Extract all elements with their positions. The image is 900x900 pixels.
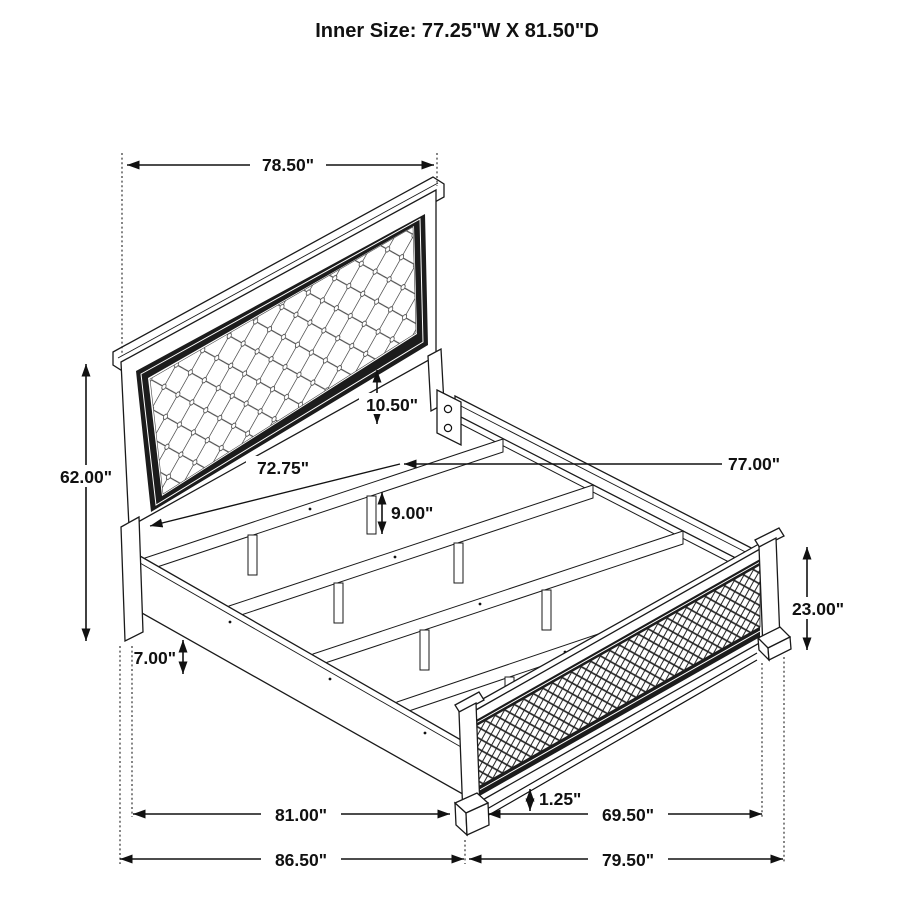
dim-footboard-base-lip [530, 789, 581, 811]
dim-side-rail-height-label: 10.50" [365, 395, 419, 415]
dim-footboard-overall-width [469, 848, 783, 871]
footboard-right-post [755, 528, 791, 660]
dim-footboard-height-label: 23.00" [791, 599, 845, 619]
dim-footboard-height [784, 547, 852, 650]
dim-footboard-overall-width-label: 79.50" [601, 850, 655, 870]
dim-headboard-width [127, 153, 434, 176]
dim-headboard-height [47, 364, 125, 641]
page-title: Inner Size: 77.25"W X 81.50"D [315, 20, 599, 42]
dim-footboard-inner-width [488, 803, 762, 826]
dim-rail-floor-clearance-label: 7.00" [133, 648, 176, 668]
dim-slat-leg-height [382, 492, 433, 534]
dim-headboard-panel-width-label: 72.75" [256, 458, 310, 478]
dim-inner-frame-length [133, 803, 450, 826]
dim-overall-length [120, 848, 464, 871]
dim-slat-leg-height-label: 9.00" [391, 503, 434, 523]
far-side-rail [455, 396, 763, 578]
headboard-left-leg [121, 517, 143, 641]
dim-headboard-width-label: 78.50" [261, 155, 315, 175]
dim-headboard-height-label: 62.00" [59, 467, 113, 487]
dim-footboard-inner-width-label: 69.50" [601, 805, 655, 825]
dim-footboard-base-lip-label: 1.25" [539, 789, 582, 809]
dim-inner-frame-length-label: 81.00" [274, 805, 328, 825]
dim-side-rail-length-label: 77.00" [728, 454, 781, 474]
dim-overall-length-label: 86.50" [274, 850, 328, 870]
dim-rail-floor-clearance [134, 640, 183, 674]
